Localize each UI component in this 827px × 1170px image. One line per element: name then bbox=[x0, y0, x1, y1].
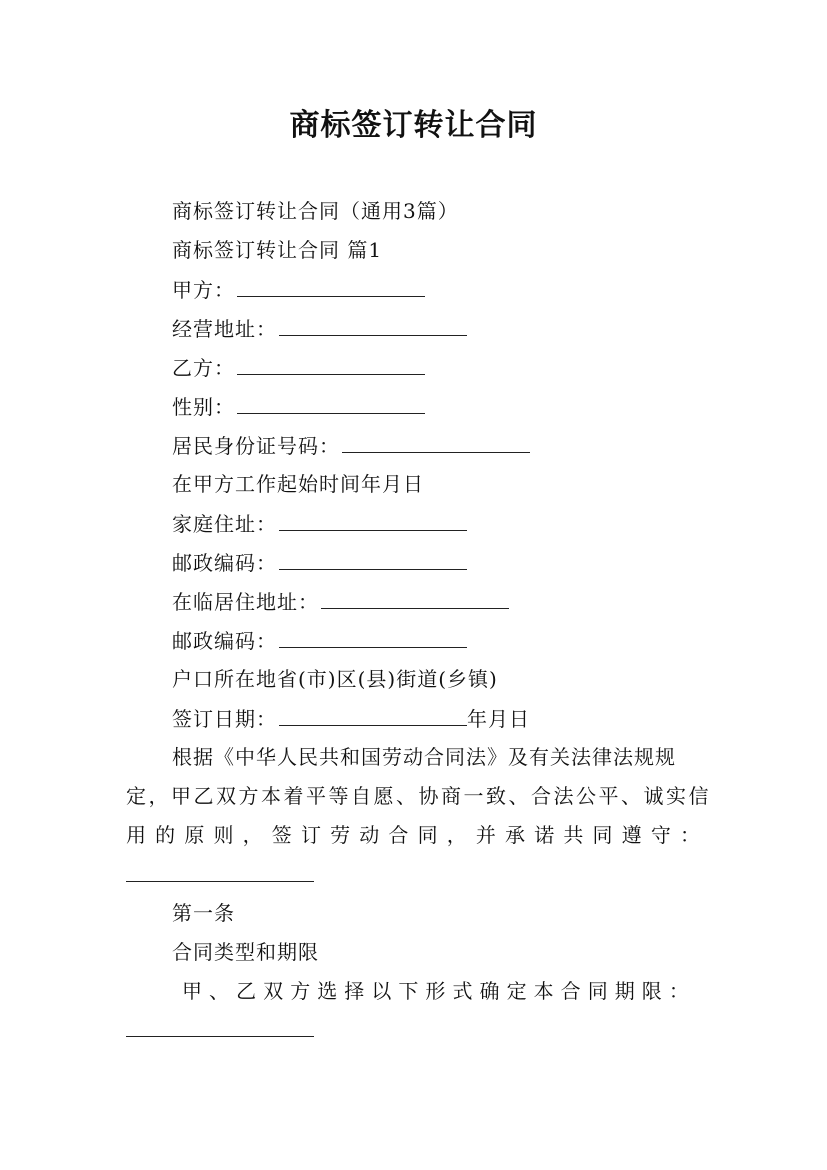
text-char: 签 bbox=[271, 823, 293, 847]
fill-blank bbox=[237, 354, 425, 375]
field-start-time: 在甲方工作起始时间年月日 bbox=[172, 472, 424, 496]
field-home-address bbox=[172, 510, 467, 537]
fill-blank bbox=[279, 705, 467, 726]
field-postcode-2 bbox=[172, 627, 467, 654]
field-gender bbox=[172, 393, 425, 420]
field-label: 邮政编码： bbox=[172, 551, 277, 575]
text-char: 下 bbox=[398, 979, 420, 1003]
field-label: 邮政编码： bbox=[172, 629, 277, 653]
text-char: 原 bbox=[184, 823, 206, 847]
text-char: 的 bbox=[155, 823, 177, 847]
article-1-heading: 第一条 bbox=[172, 901, 235, 925]
text-char: 动 bbox=[359, 823, 381, 847]
field-id-number bbox=[172, 432, 530, 459]
text-char: 方 bbox=[290, 979, 312, 1003]
fill-blank bbox=[126, 1035, 314, 1037]
field-label: 乙方： bbox=[172, 356, 235, 380]
field-label: 甲方： bbox=[172, 278, 235, 302]
text-char: 甲 bbox=[182, 979, 203, 1003]
paragraph-1-line-2: 定，甲乙双方本着平等自愿、协商一致、合法公平、诚实信 bbox=[126, 784, 711, 808]
text-char: ， bbox=[446, 823, 468, 847]
text-char: 则 bbox=[213, 823, 235, 847]
text-char: 同 bbox=[587, 979, 609, 1003]
paragraph-1-line-1: 根据《中华人民共和国劳动合同法》及有关法律法规规 bbox=[172, 745, 676, 769]
text-char: 用 bbox=[126, 823, 147, 847]
paragraph-2-line-1 bbox=[182, 978, 690, 1004]
field-label: 居民身份证号码： bbox=[172, 434, 340, 458]
text-char: 守 bbox=[650, 823, 672, 847]
part-heading: 商标签订转让合同 篇1 bbox=[172, 238, 383, 262]
text-char: 择 bbox=[344, 979, 366, 1003]
text-char: 定 bbox=[506, 979, 528, 1003]
text-char: 并 bbox=[475, 823, 497, 847]
fill-blank bbox=[279, 315, 467, 336]
text-char: 期 bbox=[614, 979, 636, 1003]
text-char: 形 bbox=[425, 979, 447, 1003]
subtitle: 商标签订转让合同（通用3篇） bbox=[172, 199, 459, 223]
paragraph-1-line-3 bbox=[126, 822, 701, 848]
field-temp-address bbox=[172, 588, 509, 615]
text-char: 选 bbox=[317, 979, 339, 1003]
fill-blank bbox=[237, 276, 425, 297]
text-char: 劳 bbox=[330, 823, 352, 847]
fill-blank bbox=[321, 588, 509, 609]
field-party-b bbox=[172, 354, 425, 381]
fill-blank bbox=[279, 627, 467, 648]
text-char: 同 bbox=[592, 823, 614, 847]
fill-blank bbox=[126, 880, 314, 882]
fill-blank bbox=[279, 510, 467, 531]
text-char: 本 bbox=[533, 979, 555, 1003]
text-char: ： bbox=[679, 823, 701, 847]
text-char: 承 bbox=[505, 823, 527, 847]
field-label: 家庭住址： bbox=[172, 512, 277, 536]
fill-blank bbox=[237, 393, 425, 414]
field-sign-date bbox=[172, 705, 530, 732]
field-label: 性别： bbox=[172, 395, 235, 419]
text-char: 遵 bbox=[621, 823, 643, 847]
field-postcode-1 bbox=[172, 549, 467, 576]
fill-blank bbox=[342, 432, 530, 453]
article-1-title: 合同类型和期限 bbox=[172, 940, 319, 964]
text-char: 诺 bbox=[534, 823, 556, 847]
text-char: ： bbox=[668, 979, 690, 1003]
field-suffix: 年月日 bbox=[467, 707, 530, 731]
field-label: 在临居住地址： bbox=[172, 590, 319, 614]
text-char: 合 bbox=[388, 823, 410, 847]
field-label: 签订日期： bbox=[172, 707, 277, 731]
text-char: 合 bbox=[560, 979, 582, 1003]
text-char: 确 bbox=[479, 979, 501, 1003]
text-char: 乙 bbox=[236, 979, 258, 1003]
text-char: 限 bbox=[641, 979, 663, 1003]
text-char: ， bbox=[242, 823, 264, 847]
document-title: 商标签订转让合同 bbox=[289, 108, 538, 143]
field-business-address bbox=[172, 315, 467, 342]
text-char: 、 bbox=[209, 979, 231, 1003]
field-label: 经营地址： bbox=[172, 317, 277, 341]
field-hukou: 户口所在地省(市)区(县)街道(乡镇) bbox=[172, 667, 498, 691]
text-char: 式 bbox=[452, 979, 474, 1003]
text-char: 以 bbox=[371, 979, 393, 1003]
text-char: 同 bbox=[417, 823, 439, 847]
fill-blank bbox=[279, 549, 467, 570]
text-char: 订 bbox=[300, 823, 322, 847]
field-party-a bbox=[172, 276, 425, 303]
text-char: 共 bbox=[563, 823, 585, 847]
text-char: 双 bbox=[263, 979, 285, 1003]
